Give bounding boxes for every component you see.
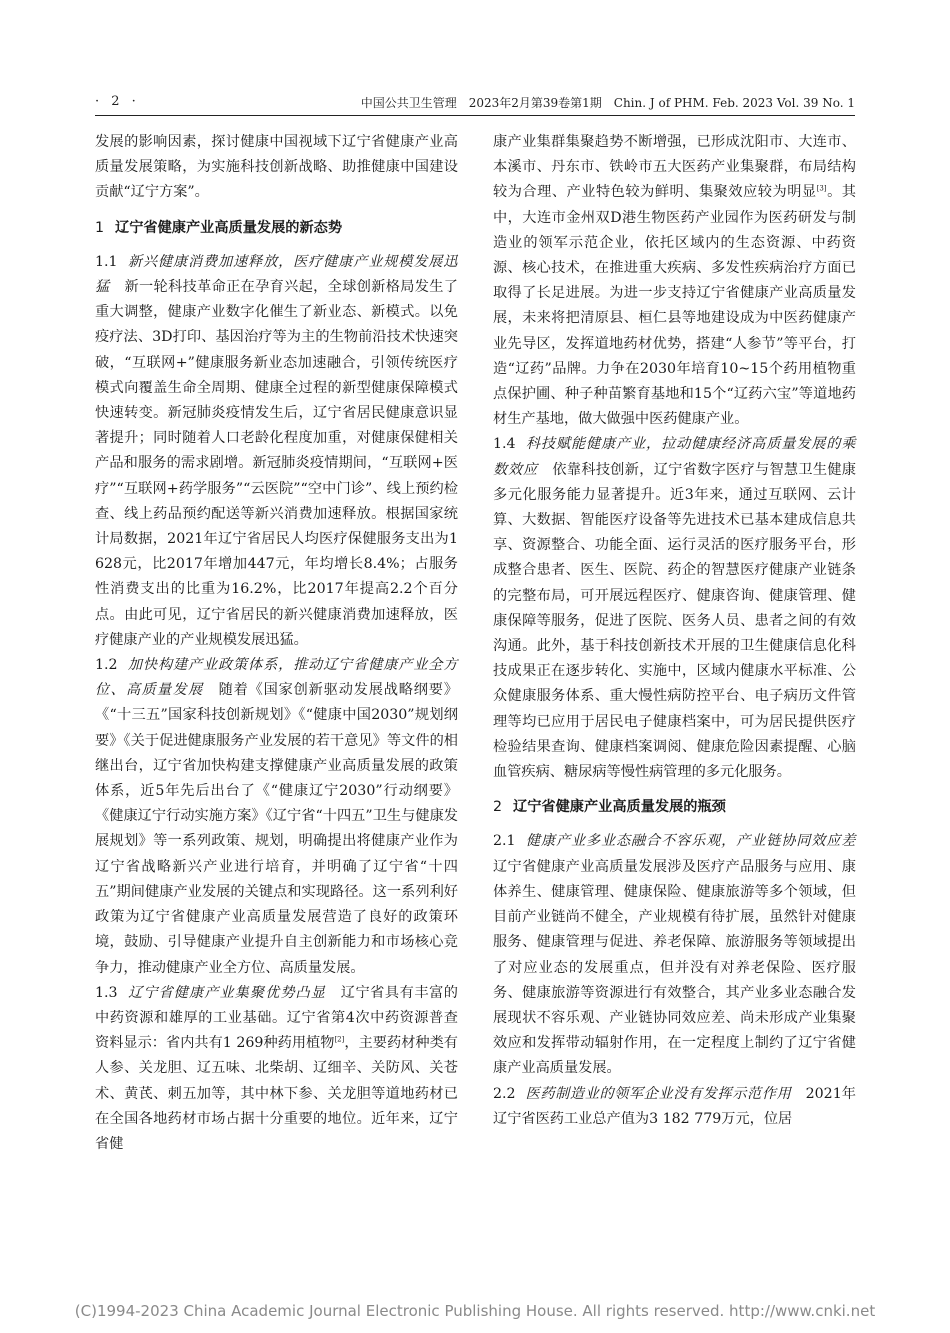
- subsection-1-4: 1.4 科技赋能健康产业，拉动健康经济高质量发展的乘数效应 依靠科技创新，辽宁省数字医疗与智慧卫生健康多元化服务能力显著提升。近3年来，通过互联网、云计算、大数据、智能医疗设备等先进技术已基本建成信息共享、资源整合、功能全面、运行灵活的医疗服务平台，形成整合患者、医生、医院、药企的智慧医疗健康产业链条的完整布局，可开展远程医疗、健康咨询、健康管理、健康保障等服务，促进了医院、医务人员、患者之间的有效沟通。此外，基于科技创新技术开展的卫生健康信息化科技成果正在逐步转化、实施中，区域内健康水平标准、公众健康服务体系、重大慢性病防控平台、电子病历文件管理等均已应用于居民电子健康档案中，可为居民提供医疗检验结果查询、健康档案调阅、健康危险因素提醒、心脑血管疾病、糖尿病等慢性病管理的多元化服务。: [493, 436, 856, 781]
- page-number: · 2 ·: [95, 94, 140, 109]
- subsection-title: 2.2 医药制造业的领军企业没有发挥示范作用: [493, 1085, 792, 1102]
- citation-ref[interactable]: [3]: [816, 184, 827, 193]
- paragraph: 康产业集群集聚趋势不断增强，已形成沈阳市、大连市、本溪市、丹东市、铁岭市五大医药产业集聚群，布局结构较为合理、产业特色较为鲜明、集聚效应较为明显[3]。其中，大连市金州双D港生物医药产业园作为医药研发与制造业的领军示范企业，依托区域内的生态资源、中药资源、核心技术，在推进重大疾病、多发性疾病治疗方面已取得了长足进展。为进一步支持辽宁省健康产业高质量发展，未来将把清原县、桓仁县等地建设成为中医药健康产业先导区，发挥道地药材优势，搭建“人参节”等平台，打造“辽药”品牌。力争在2030年培育10~15个药用植物重点保护圃、种子种苗繁育基地和15个“辽药六宝”等道地药材生产基地，做大做强中医药健康产业。: [493, 134, 856, 428]
- subsection-title: 1.3 辽宁省健康产业集聚优势凸显: [95, 984, 326, 1001]
- paragraph: 发展的影响因素，探讨健康中国视域下辽宁省健康产业高质量发展策略，为实施科技创新战略、助推健康中国建设贡献“辽宁方案”。: [95, 134, 458, 201]
- subsection-1-1: 1.1 新兴健康消费加速释放，医疗健康产业规模发展迅猛 新一轮科技革命正在孕育兴起，全球创新格局发生了重大调整，健康产业数字化催生了新业态、新模式。以免疫疗法、3D打印、基因治疗等为主的生物前沿技术快速突破，“互联网+”健康服务新业态加速融合，引领传统医疗模式向覆盖生命全周期、健康全过程的新型健康保障模式快速转变。新冠肺炎疫情发生后，辽宁省居民健康意识显著提升；同时随着人口老龄化程度加重，对健康保健相关产品和服务的需求剧增。新冠肺炎疫情期间，“互联网+医疗”“互联网+药学服务”“云医院”“空中门诊”、线上预约检查、线上药品预约配送等新兴消费加速释放。根据国家统计局数据，2021年辽宁省居民人均医疗保健服务支出为1 628元，比2017年增加447元，年均增长8.4%；占服务性消费支出的比重为16.2%，比2017年提高2.2个百分点。由此可见，辽宁省居民的新兴健康消费加速释放，医疗健康产业的产业规模发展迅猛。: [95, 253, 458, 648]
- subsection-2-1: 2.1 健康产业多业态融合不容乐观，产业链协同效应差 辽宁省健康产业高质量发展涉及医疗产品服务与应用、康体养生、健康管理、健康保险、健康旅游等多个领域，但目前产业链尚不健全，产业规模有待扩展，虽然针对健康服务、健康管理与促进、养老保障、旅游服务等领域提出了对应业态的发展重点，但并没有对养老保险、医疗服务、健康旅游等资源进行有效整合，其产业多业态融合发展现状不容乐观、产业链协同效应差、尚未形成产业集聚效应和发挥带动辐射作用，在一定程度上制约了辽宁省健康产业高质量发展。: [493, 833, 856, 1077]
- right-column: [493, 130, 856, 1132]
- citation-ref[interactable]: [2]: [334, 1035, 345, 1044]
- subsection-2-2: 2.2 医药制造业的领军企业没有发挥示范作用 2021年辽宁省医药工业总产值为3 182 779万元，位居: [493, 1085, 856, 1127]
- copyright-footer: (C)1994-2023 China Academic Journal Electronic Publishing House. All rights reserved. http://www.cnki.net: [74, 1302, 876, 1320]
- subsection-1-3: 1.3 辽宁省健康产业集聚优势凸显 辽宁省具有丰富的中药资源和雄厚的工业基础。辽宁省第4次中药资源普查资料显示：省内共有1 269种药用植物[2]，主要药材种类有人参、关龙胆、辽五味、北柴胡、辽细辛、关防风、关苍术、黄芪、刺五加等，其中林下参、关龙胆等道地药材已在全国各地药材市场占据十分重要的地位。近年来，辽宁省健: [95, 984, 458, 1152]
- subsection-title: 1.1 新兴健康消费加速释放，医疗健康产业规模发展迅猛: [95, 253, 458, 296]
- section-heading-1: 1 辽宁省健康产业高质量发展的新态势: [95, 219, 343, 236]
- left-column: [95, 130, 458, 1157]
- header-rule: [95, 115, 855, 116]
- subsection-1-2: 1.2 加快构建产业政策体系，推动辽宁省健康产业全方位、高质量发展 随着《国家创新驱动发展战略纲要》《“十三五”国家科技创新规划》《“健康中国2030”规划纲要》《关于促进健康服务产业发展的若干意见》等文件的相继出台，辽宁省加快构建支撑健康产业高质量发展的政策体系，近5年先后出台了《“健康辽宁2030”行动纲要》《健康辽宁行动实施方案》《辽宁省“十四五”卫生与健康发展规划》等一系列政策、规划，明确提出将健康产业作为辽宁省战略新兴产业进行培育，并明确了辽宁省“十四五”期间健康产业发展的关键点和实现路径。这一系列利好政策为辽宁省健康产业高质量发展营造了良好的政策环境，鼓励、引导健康产业提升自主创新能力和市场核心竞争力，推动健康产业全方位、高质量发展。: [95, 657, 458, 976]
- journal-info: 中国公共卫生管理 2023年2月第39卷第1期 Chin. J of PHM. Feb. 2023 Vol. 39 No. 1: [360, 96, 855, 110]
- subsection-title: 2.1 健康产业多业态融合不容乐观，产业链协同效应差: [493, 833, 856, 850]
- running-header: [95, 92, 855, 114]
- section-heading-2: 2 辽宁省健康产业高质量发展的瓶颈: [493, 799, 726, 816]
- subsection-title: 1.4 科技赋能健康产业，拉动健康经济高质量发展的乘数效应: [493, 436, 856, 478]
- subsection-title: 1.2 加快构建产业政策体系，推动辽宁省健康产业全方位、高质量发展: [95, 657, 458, 699]
